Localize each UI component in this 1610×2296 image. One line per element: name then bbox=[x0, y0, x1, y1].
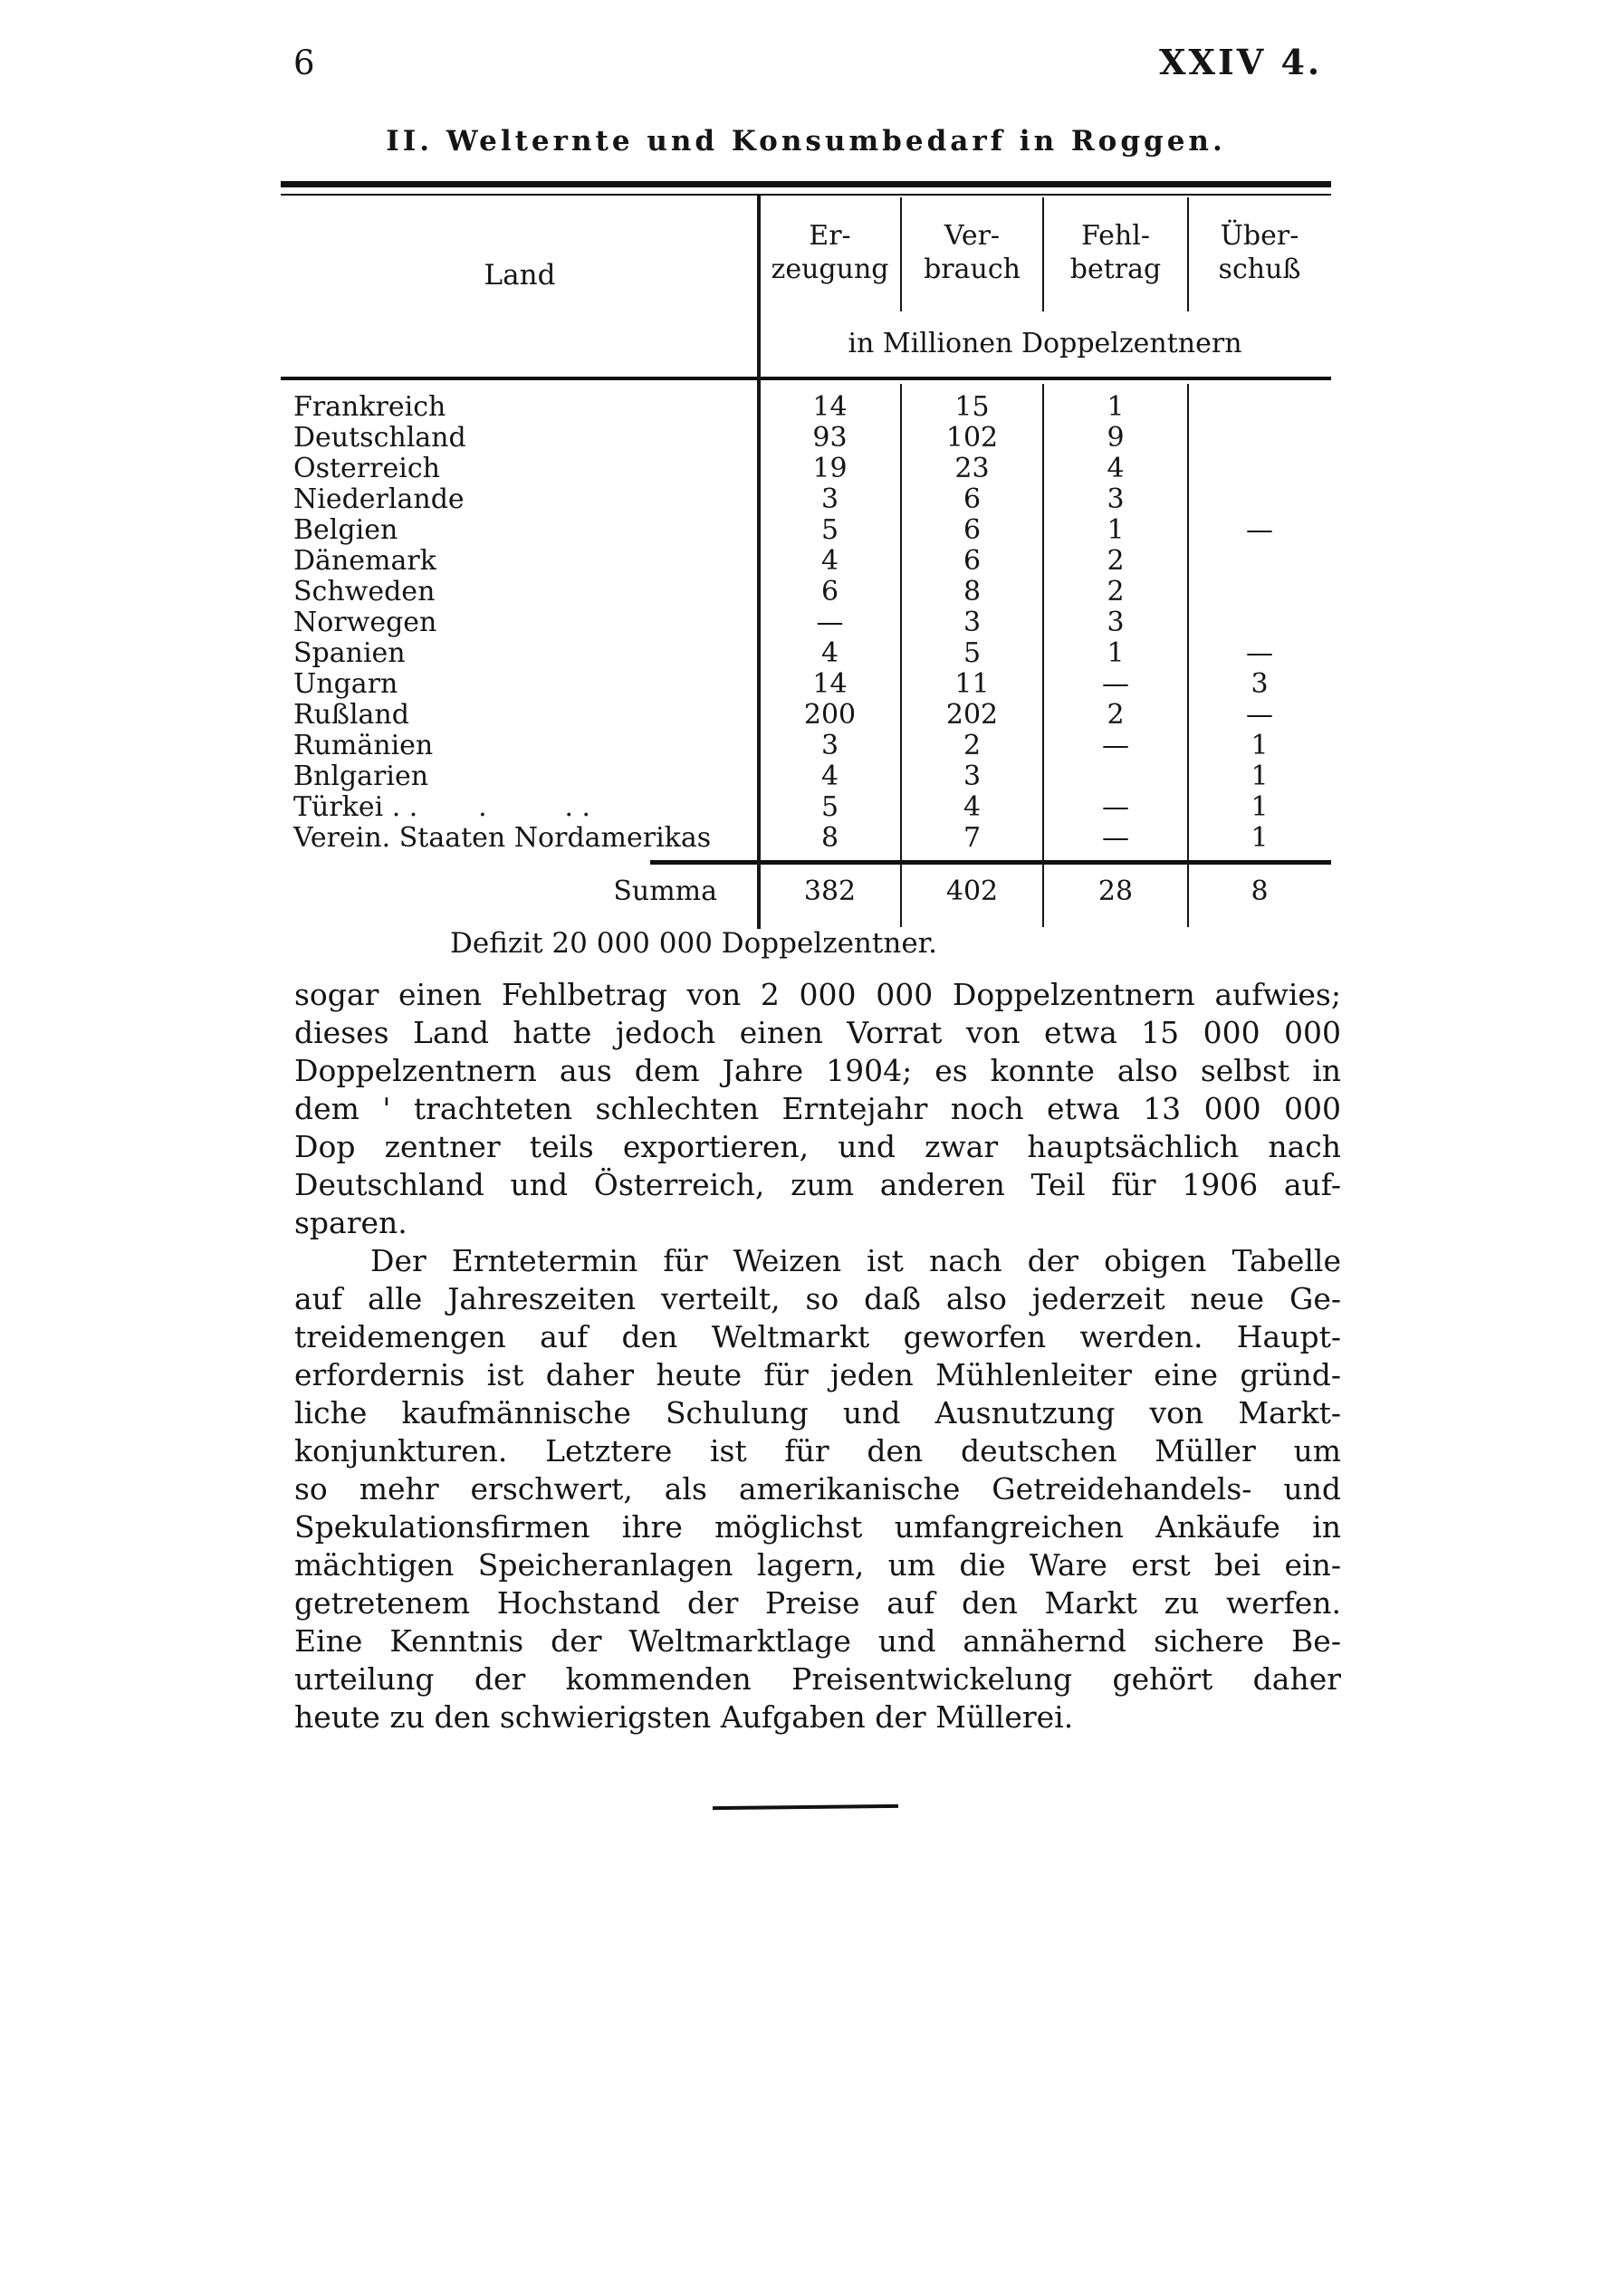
cell-land: Rußland bbox=[293, 699, 409, 731]
cell-erzeugung: 200 bbox=[803, 699, 857, 731]
cell-fehlbetrag: 9 bbox=[1107, 422, 1125, 454]
cell-ueberschuss bbox=[1188, 392, 1331, 423]
cell-erzeugung: 4 bbox=[820, 761, 839, 792]
table-row bbox=[281, 423, 1331, 454]
cell-erzeugung: 14 bbox=[812, 391, 848, 423]
cell-ueberschuss: — bbox=[1246, 637, 1273, 669]
column-divider bbox=[1187, 384, 1189, 927]
cell-fehlbetrag: 1 bbox=[1107, 514, 1125, 546]
column-header-line1: Er- bbox=[809, 220, 851, 252]
column-divider bbox=[1042, 384, 1044, 927]
text-line: getretenem Hochstand der Preise auf den Markt zu werfen. bbox=[294, 1585, 1341, 1621]
cell-verbrauch: 4 bbox=[963, 791, 982, 823]
column-divider bbox=[900, 197, 902, 311]
text-line: Deutschland und Österreich, zum anderen Teil für 1906 auf- bbox=[294, 1167, 1341, 1202]
text-line: urteilung der kommenden Preisentwickelung gehört daher bbox=[294, 1661, 1341, 1697]
cell-verbrauch: 6 bbox=[963, 483, 982, 515]
cell-land: Frankreich bbox=[293, 391, 446, 423]
cell-land: Osterreich bbox=[293, 453, 440, 484]
cell-ueberschuss: 1 bbox=[1251, 822, 1269, 854]
cell-verbrauch: 3 bbox=[963, 607, 982, 638]
cell-ueberschuss bbox=[1188, 546, 1331, 577]
page-number: 6 bbox=[293, 43, 315, 82]
table-row bbox=[281, 607, 1331, 638]
deficit-footnote: Defizit 20 000 000 Doppelzentner. bbox=[450, 927, 937, 960]
cell-land: Deutschland bbox=[293, 422, 466, 454]
unit-note: in Millionen Doppelzentnern bbox=[848, 328, 1242, 359]
cell-land: Niederlande bbox=[293, 483, 465, 515]
text-line: Dop zentner teils exportieren, und zwar hauptsächlich nach bbox=[294, 1129, 1341, 1164]
cell-verbrauch: 23 bbox=[954, 453, 990, 484]
cell-ueberschuss bbox=[1188, 423, 1331, 454]
text-line: dem ' trachteten schlechten Erntejahr noch etwa 13 000 000 bbox=[294, 1091, 1341, 1126]
cell-ueberschuss: 1 bbox=[1251, 761, 1269, 792]
cell-erzeugung: 3 bbox=[820, 730, 839, 761]
cell-verbrauch: 15 bbox=[954, 391, 990, 423]
text-line: sogar einen Fehlbetrag von 2 000 000 Doppelzentnern aufwies; bbox=[294, 977, 1341, 1012]
summa-row bbox=[281, 873, 1331, 911]
cell-ueberschuss bbox=[1188, 577, 1331, 607]
column-header-line2: schuß bbox=[1218, 254, 1301, 285]
cell-land: Verein. Staaten Nordamerikas bbox=[293, 822, 712, 854]
table-row bbox=[281, 792, 1331, 823]
table-row bbox=[281, 761, 1331, 792]
land-column-divider bbox=[757, 196, 761, 929]
cell-fehlbetrag bbox=[1043, 761, 1188, 792]
cell-verbrauch: 7 bbox=[963, 822, 982, 854]
table-body bbox=[281, 392, 1331, 854]
running-head-chapter: XXIV 4. bbox=[1159, 42, 1323, 82]
cell-erzeugung: 5 bbox=[820, 791, 839, 823]
summa-verbrauch: 402 bbox=[945, 875, 999, 907]
column-header bbox=[759, 219, 901, 286]
table-row bbox=[281, 823, 1331, 854]
cell-ueberschuss: 1 bbox=[1251, 730, 1269, 761]
cell-fehlbetrag: 1 bbox=[1107, 391, 1125, 423]
table-row bbox=[281, 454, 1331, 484]
cell-verbrauch: 202 bbox=[945, 699, 999, 731]
column-divider bbox=[1187, 197, 1189, 311]
cell-land: Bnlgarien bbox=[293, 761, 429, 792]
table-top-rule-thick bbox=[281, 181, 1331, 187]
column-header bbox=[1188, 219, 1331, 286]
cell-verbrauch: 11 bbox=[954, 668, 990, 700]
cell-fehlbetrag: 2 bbox=[1107, 699, 1125, 731]
column-header-line2: zeugung bbox=[771, 254, 889, 285]
text-line: so mehr erschwert, als amerikanische Getreidehandels- und bbox=[294, 1471, 1341, 1507]
cell-verbrauch: 6 bbox=[963, 514, 982, 546]
cell-erzeugung: 4 bbox=[820, 637, 839, 669]
text-line: Spekulationsfirmen ihre möglichst umfangreichen Ankäufe in bbox=[294, 1509, 1341, 1545]
summa-fehlbetrag: 28 bbox=[1097, 875, 1134, 907]
rye-harvest-table bbox=[281, 181, 1331, 942]
cell-verbrauch: 3 bbox=[963, 761, 982, 792]
text-line: sparen. bbox=[294, 1205, 407, 1240]
column-header-line2: brauch bbox=[924, 254, 1021, 285]
cell-verbrauch: 5 bbox=[963, 637, 982, 669]
column-divider bbox=[1042, 197, 1044, 311]
cell-erzeugung: 8 bbox=[820, 822, 839, 854]
cell-erzeugung: — bbox=[816, 607, 844, 638]
header-bottom-rule bbox=[281, 377, 1331, 380]
table-row bbox=[281, 577, 1331, 607]
column-header bbox=[901, 219, 1043, 286]
column-divider bbox=[900, 384, 902, 927]
text-line: Doppelzentnern aus dem Jahre 1904; es konnte also selbst in bbox=[294, 1053, 1341, 1088]
text-line: treidemengen auf den Weltmarkt geworfen werden. Haupt- bbox=[294, 1319, 1341, 1354]
column-header bbox=[1043, 219, 1188, 286]
cell-ueberschuss bbox=[1188, 454, 1331, 484]
cell-land: Ungarn bbox=[293, 668, 398, 700]
cell-fehlbetrag: 4 bbox=[1107, 453, 1125, 484]
summa-ueberschuss: 8 bbox=[1251, 875, 1269, 907]
cell-erzeugung: 6 bbox=[820, 576, 839, 607]
cell-fehlbetrag: — bbox=[1102, 730, 1129, 761]
summa-separator-rule bbox=[650, 860, 1331, 865]
body-text bbox=[294, 976, 1341, 1736]
cell-land: Norwegen bbox=[293, 607, 437, 638]
table-row bbox=[281, 515, 1331, 546]
cell-land: Rumänien bbox=[293, 730, 434, 761]
text-line: mächtigen Speicheranlagen lagern, um die Ware erst bei ein- bbox=[294, 1547, 1341, 1583]
cell-verbrauch: 102 bbox=[945, 422, 999, 454]
text-line: erfordernis ist daher heute für jeden Mühlenleiter eine gründ- bbox=[294, 1357, 1341, 1392]
column-header-line2: betrag bbox=[1069, 254, 1162, 285]
text-line: konjunkturen. Letztere ist für den deutschen Müller um bbox=[294, 1433, 1341, 1468]
table-title: II. Welternte und Konsumbedarf in Roggen. bbox=[386, 125, 1226, 158]
cell-erzeugung: 5 bbox=[820, 514, 839, 546]
text-line: auf alle Jahreszeiten verteilt, so daß also jederzeit neue Ge- bbox=[294, 1281, 1341, 1316]
table-row bbox=[281, 731, 1331, 761]
table-row bbox=[281, 700, 1331, 731]
cell-ueberschuss: — bbox=[1246, 699, 1273, 731]
cell-fehlbetrag: — bbox=[1102, 791, 1129, 823]
cell-erzeugung: 19 bbox=[812, 453, 848, 484]
cell-fehlbetrag: 2 bbox=[1107, 545, 1125, 577]
column-header-line1: Fehl- bbox=[1081, 220, 1150, 252]
cell-land: Türkei . . . . . bbox=[293, 791, 591, 823]
cell-land: Belgien bbox=[293, 514, 398, 546]
cell-ueberschuss: — bbox=[1246, 514, 1273, 546]
cell-fehlbetrag: 3 bbox=[1107, 483, 1125, 515]
cell-erzeugung: 3 bbox=[820, 483, 839, 515]
text-line: dieses Land hatte jedoch einen Vorrat von etwa 15 000 000 bbox=[294, 1015, 1341, 1050]
cell-fehlbetrag: — bbox=[1102, 668, 1129, 700]
summa-erzeugung: 382 bbox=[803, 875, 857, 907]
summa-label: Summa bbox=[613, 875, 717, 907]
cell-fehlbetrag: 2 bbox=[1107, 576, 1125, 607]
table-row bbox=[281, 484, 1331, 515]
text-line: heute zu den schwierigsten Aufgaben der Müllerei. bbox=[294, 1699, 1074, 1735]
cell-erzeugung: 14 bbox=[812, 668, 848, 700]
cell-verbrauch: 6 bbox=[963, 545, 982, 577]
table-row bbox=[281, 638, 1331, 669]
cell-land: Dänemark bbox=[293, 545, 436, 577]
column-header-land: Land bbox=[484, 259, 556, 292]
cell-land: Spanien bbox=[293, 637, 406, 669]
cell-verbrauch: 2 bbox=[963, 730, 982, 761]
cell-erzeugung: 4 bbox=[820, 545, 839, 577]
cell-land: Schweden bbox=[293, 576, 436, 607]
text-line: Eine Kenntnis der Weltmarktlage und annähernd sichere Be- bbox=[294, 1623, 1341, 1659]
table-top-rule-thin bbox=[281, 194, 1331, 196]
column-header-line1: Ver- bbox=[944, 220, 1001, 252]
text-line: Der Erntetermin für Weizen ist nach der obigen Tabelle bbox=[370, 1243, 1341, 1278]
table-row bbox=[281, 392, 1331, 423]
cell-erzeugung: 93 bbox=[812, 422, 848, 454]
cell-verbrauch: 8 bbox=[963, 576, 982, 607]
cell-ueberschuss: 3 bbox=[1251, 668, 1269, 700]
table-row bbox=[281, 546, 1331, 577]
table-row bbox=[281, 669, 1331, 700]
cell-fehlbetrag: 3 bbox=[1107, 607, 1125, 638]
cell-ueberschuss bbox=[1188, 607, 1331, 638]
cell-fehlbetrag: — bbox=[1102, 822, 1129, 854]
cell-ueberschuss: 1 bbox=[1251, 791, 1269, 823]
column-header-line1: Über- bbox=[1220, 220, 1299, 252]
text-line: liche kaufmännische Schulung und Ausnutzung von Markt- bbox=[294, 1395, 1341, 1430]
section-end-rule bbox=[713, 1804, 898, 1810]
cell-fehlbetrag: 1 bbox=[1107, 637, 1125, 669]
cell-ueberschuss bbox=[1188, 484, 1331, 515]
